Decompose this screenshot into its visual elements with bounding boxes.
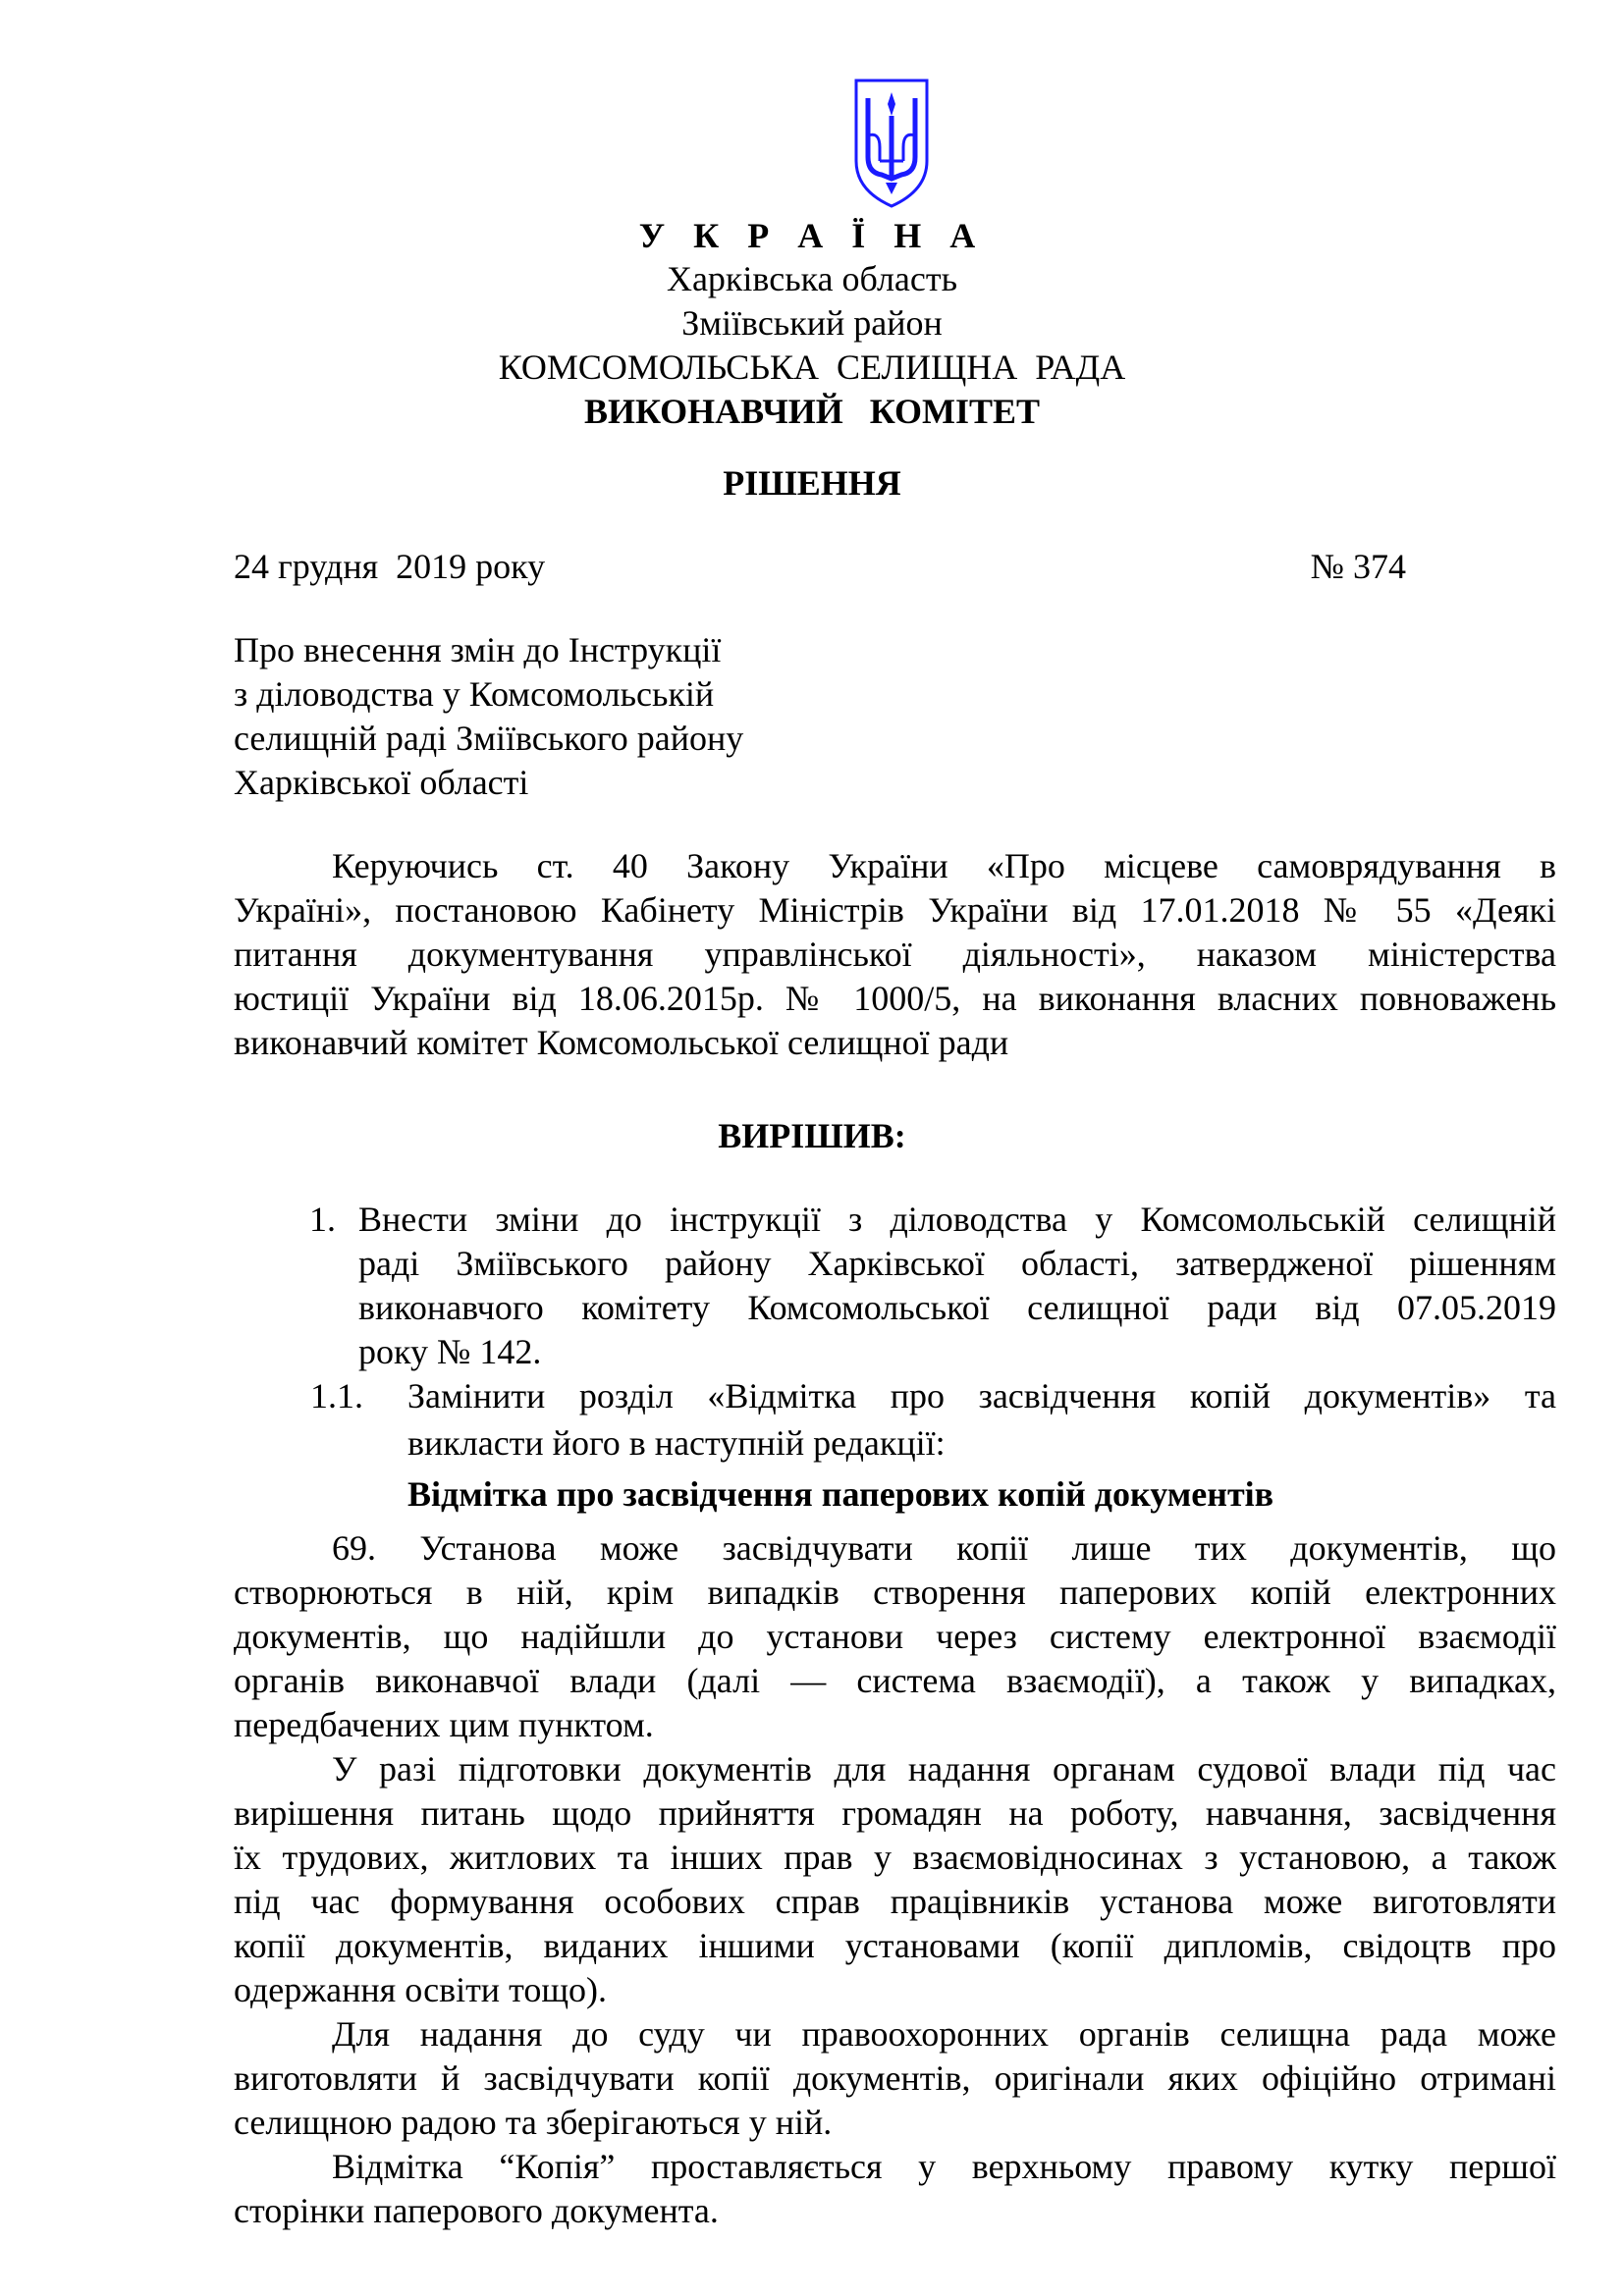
district-name: Зміївський район <box>681 303 943 343</box>
subject-line: з діловодства у Комсомольській <box>234 674 715 714</box>
document-type-title: РІШЕННЯ <box>723 463 901 503</box>
paragraph-line: органів виконавчої влади (далі — система взаємодії), а також у випадках, <box>234 1661 1556 1700</box>
preamble-line: виконавчий комітет Комсомольської селищної ради <box>234 1023 1009 1062</box>
decision-number: № 374 <box>1310 547 1406 586</box>
subitem-number: 1.1. <box>310 1376 363 1415</box>
paragraph-line: Для надання до суду чи правоохоронних органів селищна рада може <box>332 2014 1556 2054</box>
committee-name: ВИКОНАВЧИЙ КОМІТЕТ <box>583 392 1041 431</box>
preamble-line: Керуючись ст. 40 Закону України «Про місцеве самоврядування в <box>332 846 1556 885</box>
preamble-line: юстиції України від 18.06.2015р. № 1000/5, на виконання власних повноважень <box>234 979 1556 1018</box>
subitem-line: Замінити розділ «Відмітка про засвідчення копій документів» та <box>407 1376 1556 1415</box>
paragraph-line: документів, що надійшли до установи через систему електронної взаємодії <box>234 1617 1556 1656</box>
subject-line: селищній раді Зміївського району <box>234 719 744 758</box>
preamble-line: Україні», постановою Кабінету Міністрів України від 17.01.2018 № 55 «Деякі <box>234 890 1556 930</box>
paragraph-line: передбачених цим пунктом. <box>234 1705 654 1744</box>
decision-date: 24 грудня 2019 року <box>234 547 546 586</box>
item-line: Внести зміни до інструкції з діловодства у Комсомольській селищній <box>358 1200 1556 1239</box>
paragraph-line: одержання освіти тощо). <box>234 1970 608 2009</box>
subject-line: Харківської області <box>234 763 529 802</box>
item-line: року № 142. <box>358 1332 542 1371</box>
decided-heading: ВИРІШИВ: <box>718 1116 906 1155</box>
paragraph-line: вирішення питань щодо прийняття громадян на роботу, навчання, засвідчення <box>234 1793 1556 1833</box>
item-number: 1. <box>309 1200 336 1239</box>
item-line: раді Зміївського району Харківської області, затвердженої рішенням <box>358 1244 1556 1283</box>
tryzub-coat-of-arms-icon <box>852 77 931 210</box>
council-name: КОМСОМОЛЬСЬКА СЕЛИЩНА РАДА <box>498 347 1126 387</box>
country-title: У К Р А Ї Н А <box>638 216 986 255</box>
paragraph-line: селищною радою та зберігаються у ній. <box>234 2103 833 2142</box>
paragraph-line: виготовляти й засвідчувати копії документів, оригінали яких офіційно отримані <box>234 2058 1556 2098</box>
paragraph-line: їх трудових, житлових та інших прав у взаємовідносинах з установою, а також <box>234 1838 1556 1877</box>
section-title: Відмітка про засвідчення паперових копій документів <box>407 1474 1274 1514</box>
paragraph-line: створюються в ній, крім випадків створення паперових копій електронних <box>234 1573 1556 1612</box>
subitem-line: викласти його в наступній редакції: <box>407 1423 946 1463</box>
paragraph-line: копії документів, виданих іншими установами (копії дипломів, свідоцтв про <box>234 1926 1556 1965</box>
item-line: виконавчого комітету Комсомольської селищної ради від 07.05.2019 <box>358 1288 1556 1327</box>
paragraph-line: 69. Установа може засвідчувати копії лише тих документів, що <box>332 1528 1556 1568</box>
region-name: Харківська область <box>666 259 958 298</box>
preamble-line: питання документування управлінської діяльності», наказом міністерства <box>234 934 1556 974</box>
paragraph-line: У разі підготовки документів для надання органам судової влади під час <box>332 1749 1556 1789</box>
paragraph-line: під час формування особових справ працівників установа може виготовляти <box>234 1882 1556 1921</box>
paragraph-line: Відмітка “Копія” проставляється у верхньому правому кутку першої <box>332 2147 1556 2186</box>
subject-line: Про внесення змін до Інструкції <box>234 630 722 669</box>
paragraph-line: сторінки паперового документа. <box>234 2191 719 2230</box>
